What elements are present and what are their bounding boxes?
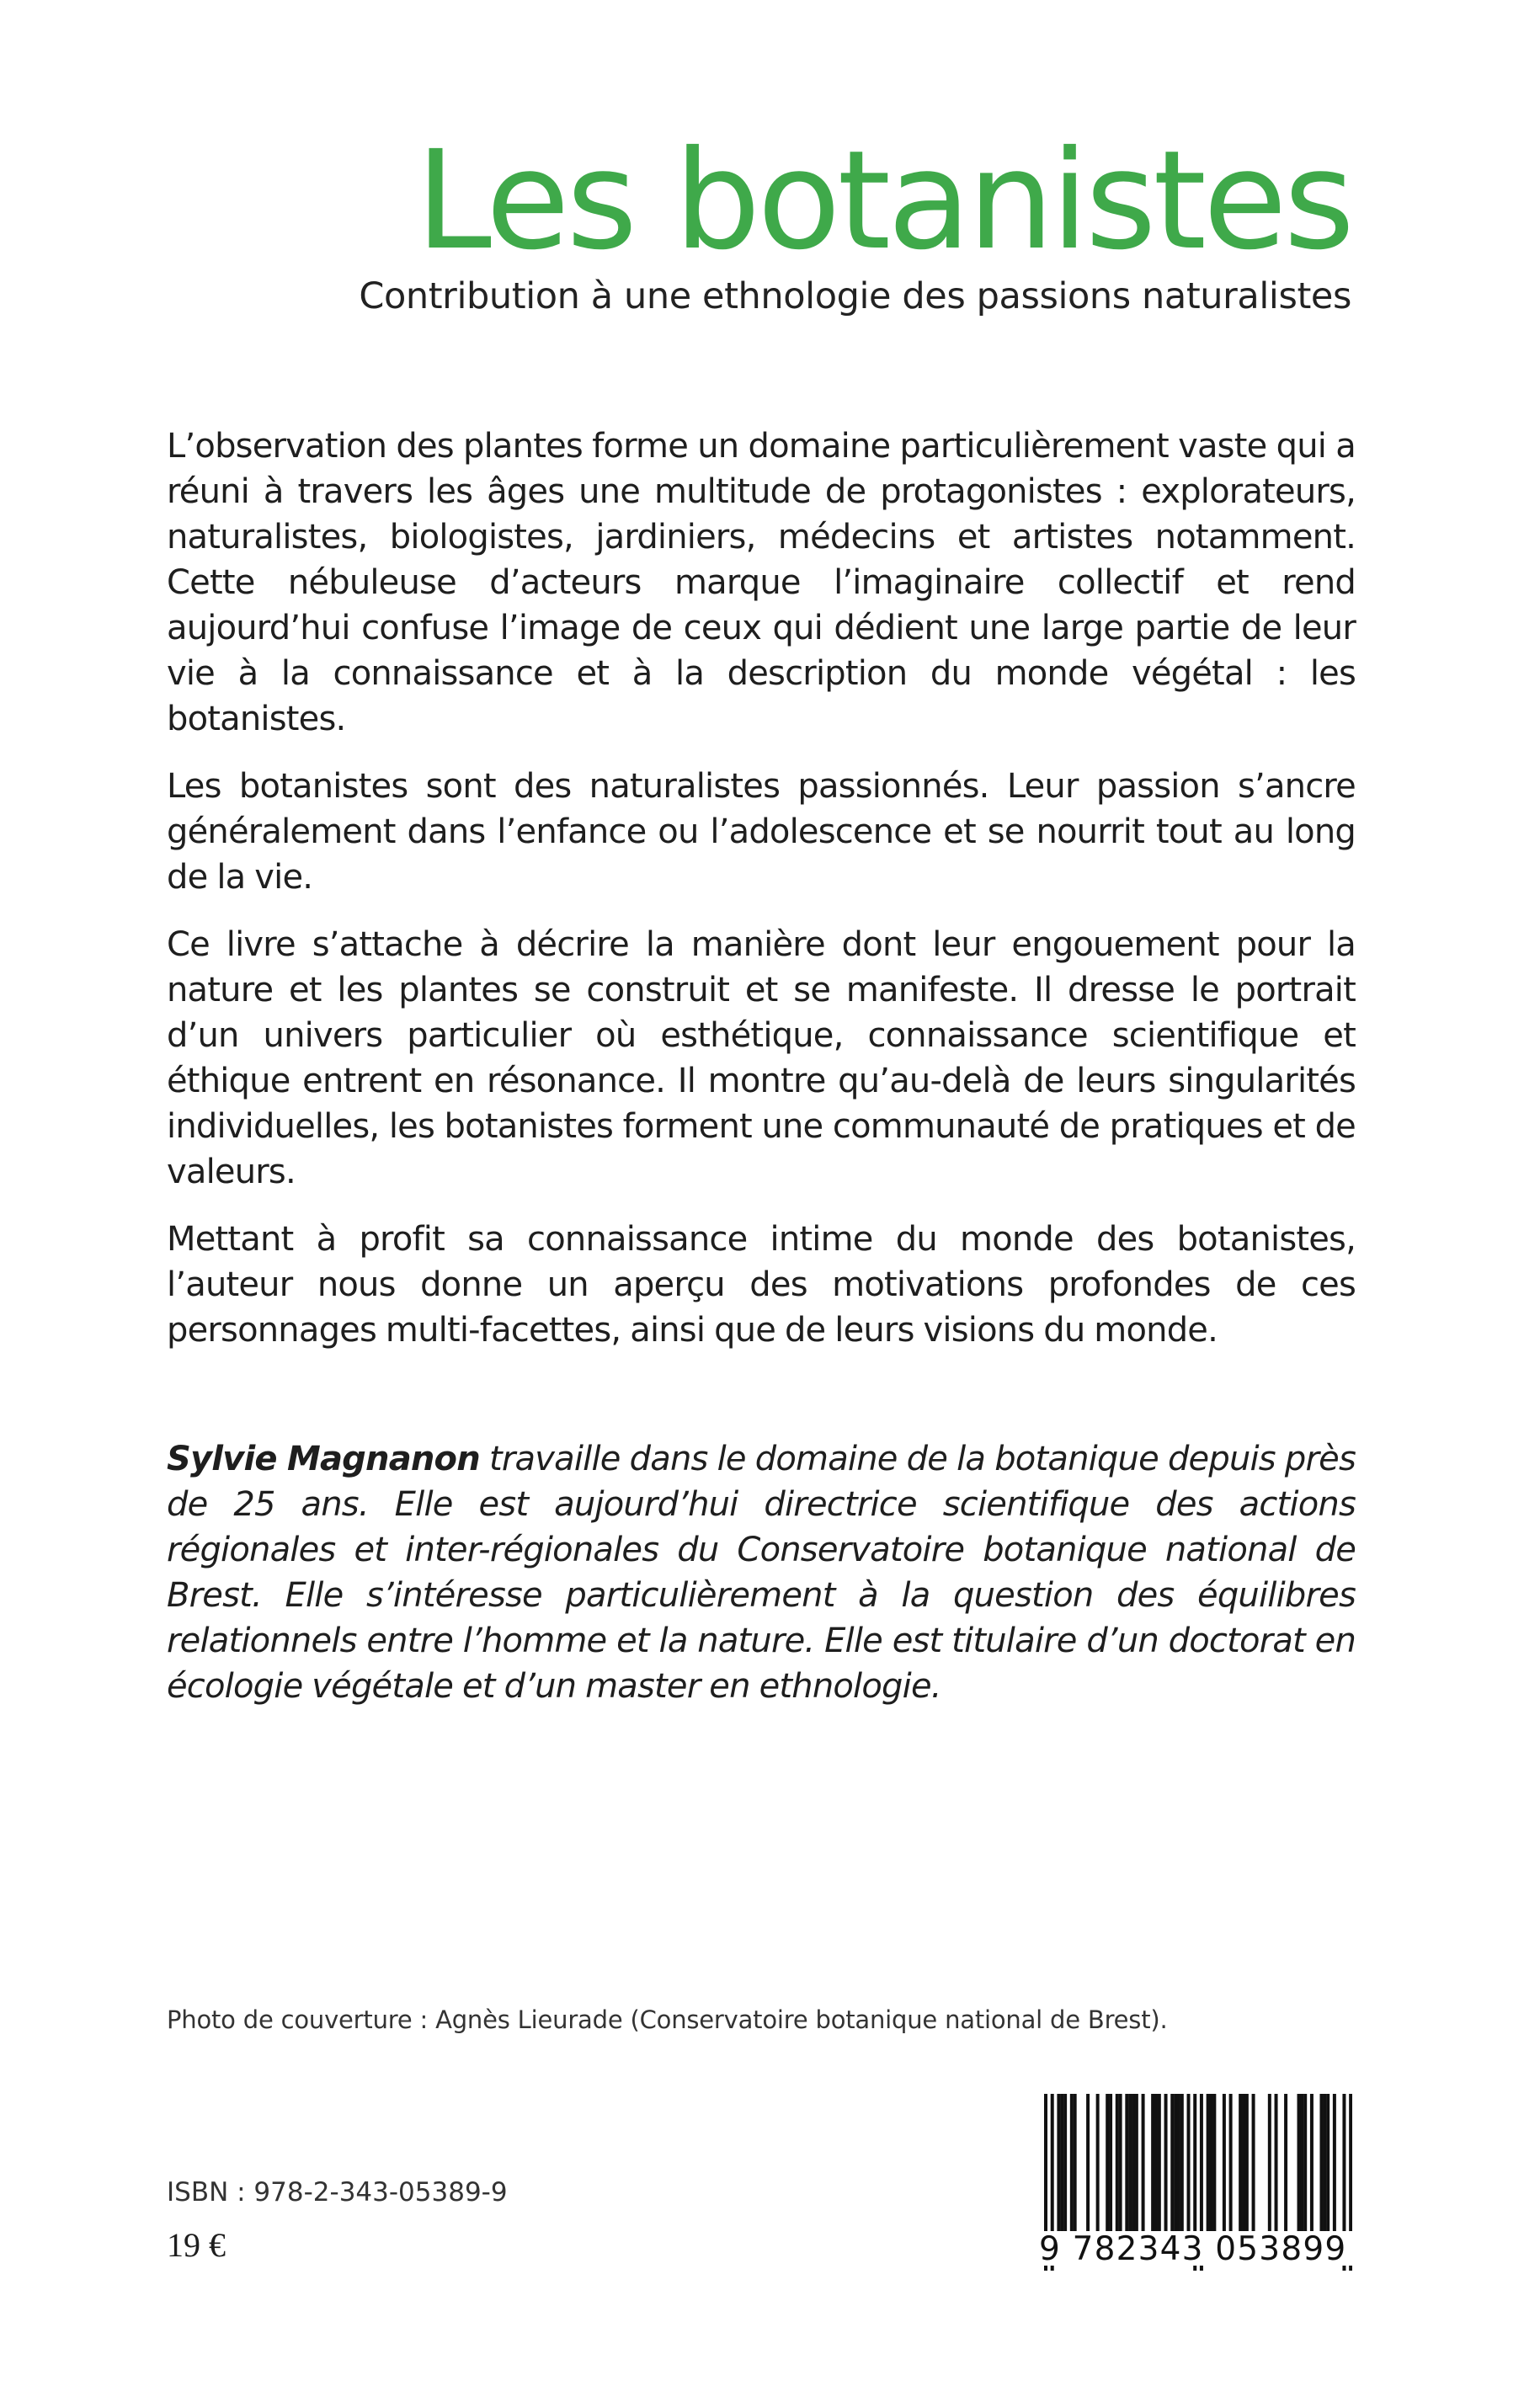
book-title: Les botanistes — [415, 122, 1351, 280]
barcode-bar — [1275, 2094, 1278, 2237]
barcode-bar — [1132, 2094, 1135, 2237]
barcode-bar — [1086, 2094, 1090, 2237]
barcode-bar — [1284, 2094, 1287, 2237]
isbn: ISBN : 978-2-343-05389-9 — [167, 2177, 508, 2208]
barcode-bar — [1310, 2094, 1314, 2237]
barcode-bar — [1057, 2094, 1060, 2237]
barcode-bar — [1164, 2094, 1168, 2237]
barcode-bar — [1180, 2094, 1184, 2237]
barcode-bar — [1060, 2094, 1063, 2237]
barcode-bar — [1177, 2094, 1180, 2237]
barcode-bar — [1151, 2094, 1154, 2237]
barcode-bar — [1298, 2094, 1301, 2237]
barcode-bar — [1116, 2094, 1119, 2237]
summary-paragraph: Mettant à profit sa connaissance intime du monde des botanistes, l’auteur nous donne un aperçu des motivations profondes de ces personnages multi-facettes, ainsi que de leurs visions du monde. — [167, 1220, 1356, 1350]
barcode-bar — [1174, 2094, 1177, 2237]
barcode-bar — [1154, 2094, 1158, 2237]
barcode-bar — [1125, 2094, 1128, 2237]
barcode-bar — [1252, 2094, 1255, 2237]
barcode-bar — [1096, 2094, 1100, 2237]
summary-paragraph: Les botanistes sont des naturalistes passionnés. Leur passion s’ancre généralement dans l’enfance ou l’adolescence et se nourrit tout au long de la vie. — [167, 767, 1356, 897]
barcode-bar — [1109, 2094, 1112, 2237]
barcode-bar — [1063, 2094, 1067, 2237]
barcode-bar — [1128, 2094, 1132, 2237]
barcode-digits: 9 782343 053899 — [1039, 2231, 1359, 2266]
author-bio-text: travaille dans le domaine de la botanique depuis près de 25 ans. Elle est aujourd’hui directrice scientifique des actions régionales et inter-régionales du Conservatoire botanique national de Brest. Elle s’intéresse particulièrement à la question des équilibres relationnels entre l’homme et la nature. Elle est titulaire d’un doctorat en écologie végétale et d’un master en ethnologie. — [167, 1440, 1356, 1706]
barcode-bar — [1142, 2094, 1145, 2237]
barcode-bar — [1333, 2094, 1336, 2237]
barcode-bar — [1245, 2094, 1249, 2237]
barcode-bar — [1239, 2094, 1242, 2237]
author-name: Sylvie Magnanon — [167, 1440, 480, 1478]
barcode-bar — [1209, 2094, 1212, 2237]
photo-credit: Photo de couverture : Agnès Lieurade (Conservatoire botanique national de Brest). — [167, 2005, 1168, 2034]
summary-paragraph: Ce livre s’attache à décrire la manière dont leur engouement pour la nature et les plantes se construit et se manifeste. Il dresse le portrait d’un univers particulier où esthétique, connaissance scientifique et éthique entrent en résonance. Il montre qu’au-delà de leurs singularités individuelles, les botanistes forment une communauté de pratiques et de valeurs. — [167, 925, 1356, 1191]
barcode-bar — [1323, 2094, 1326, 2237]
barcode-bar — [1074, 2094, 1077, 2237]
barcode-bar — [1268, 2094, 1271, 2237]
barcode-bar — [1319, 2094, 1323, 2237]
barcode-bar — [1170, 2094, 1174, 2237]
barcode-bar — [1187, 2094, 1191, 2237]
barcode-bar — [1070, 2094, 1074, 2237]
barcode-bar — [1300, 2094, 1303, 2237]
barcode-bar — [1158, 2094, 1161, 2237]
barcode-bar — [1212, 2094, 1216, 2237]
barcode-bar — [1223, 2094, 1226, 2237]
barcode-bar — [1229, 2094, 1233, 2237]
book-subtitle: Contribution à une ethnologie des passions naturalistes — [359, 275, 1351, 317]
book-summary — [167, 423, 1356, 1375]
barcode-bar — [1326, 2094, 1330, 2237]
barcode-bar — [1135, 2094, 1138, 2237]
barcode-bar — [1106, 2094, 1109, 2237]
barcode-bar — [1303, 2094, 1307, 2237]
barcode-bar — [1119, 2094, 1122, 2237]
author-biography — [167, 1436, 1356, 1709]
barcode-bar — [1242, 2094, 1245, 2237]
barcode-bar — [1207, 2094, 1210, 2237]
price: 19 € — [167, 2226, 226, 2264]
summary-paragraph: L’observation des plantes forme un domaine particulièrement vaste qui a réuni à travers les âges une multitude de protagonistes : explorateurs, naturalistes, biologistes, jardiniers, médecins et artistes notamment. Cette nébuleuse d’acteurs marque l’imaginaire collectif et rend aujourd’hui confuse l’image de ceux qui dédient une large partie de leur vie à la connaissance et à la description du monde végétal : les botanistes. — [167, 427, 1356, 738]
